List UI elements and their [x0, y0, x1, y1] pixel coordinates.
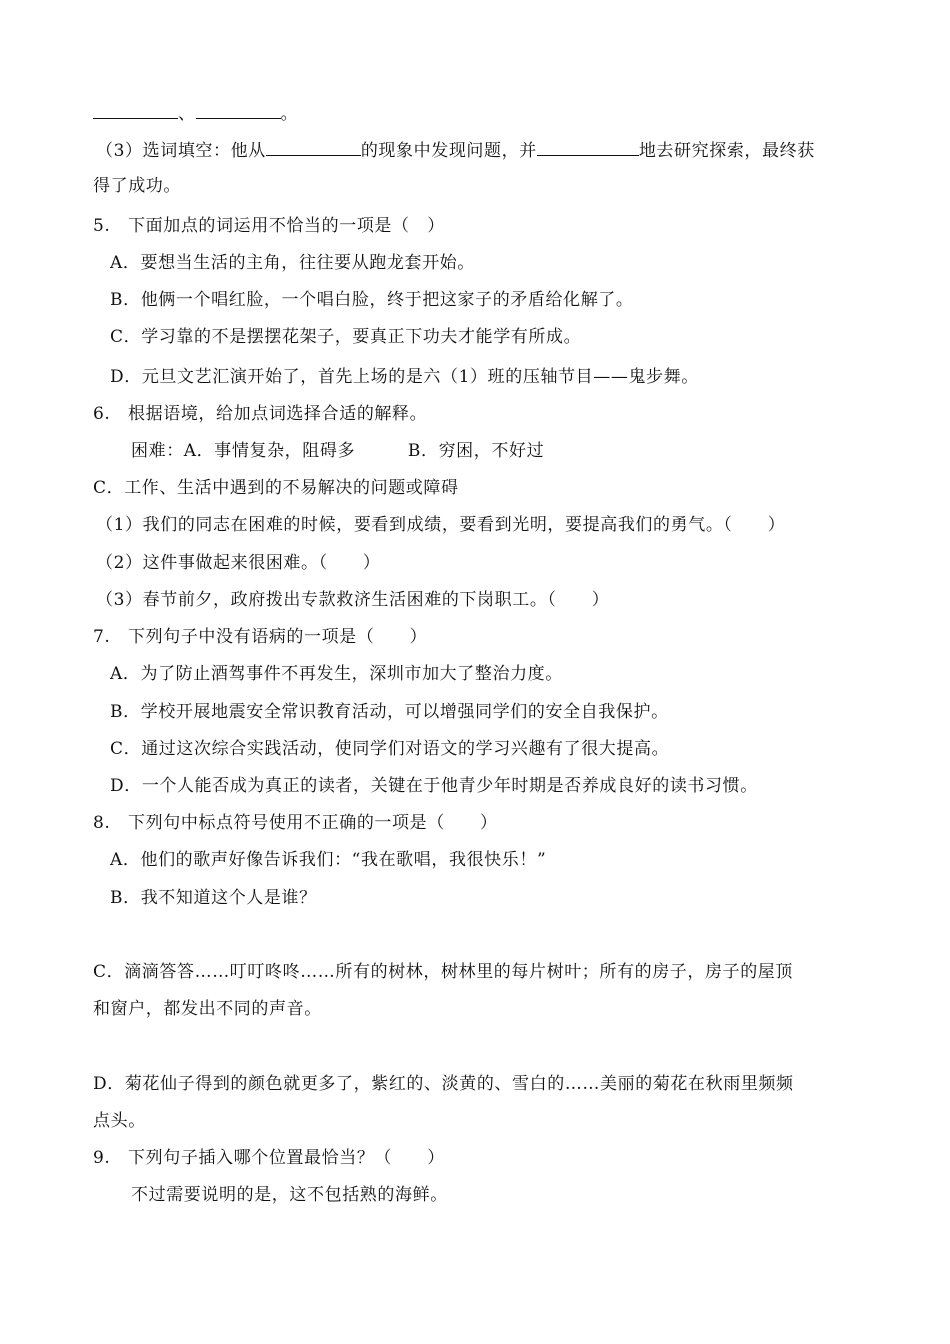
- q7-option-d[interactable]: D．一个人能否成为真正的读者，关键在于他青少年时期是否养成良好的读书习惯。: [110, 776, 758, 796]
- q5-option-a[interactable]: A．要想当生活的主角，往往要从跑龙套开始。: [110, 253, 475, 273]
- q6-definition-c: C．工作、生活中遇到的不易解决的问题或障碍: [93, 478, 459, 498]
- q5-option-b[interactable]: B．他俩一个唱红脸，一个唱白脸，终于把这家子的矛盾给化解了。: [110, 290, 634, 310]
- q4-part3-line2: 得了成功。: [93, 176, 181, 196]
- q5-stem: 5. 下面加点的词运用不恰当的一项是（ ）: [93, 216, 445, 236]
- q6-item-3: （3）春节前夕，政府拨出专款救济生活困难的下岗职工。（ ）: [96, 590, 610, 610]
- q5-option-d[interactable]: D．元旦文艺汇演开始了，首先上场的是六（1）班的压轴节目——鬼步舞。: [110, 367, 699, 387]
- q9-sentence: 不过需要说明的是，这不包括熟的海鲜。: [131, 1185, 448, 1205]
- q4-part3-mid: 的现象中发现问题，并: [360, 141, 537, 161]
- q8-option-c[interactable]: C．滴滴答答……叮叮咚咚……所有的树林，树林里的每片树叶；所有的房子，房子的屋顶: [93, 962, 794, 982]
- q7-stem: 7. 下列句子中没有语病的一项是（ ）: [93, 627, 428, 647]
- answer-blank[interactable]: [196, 102, 281, 119]
- q8-option-a[interactable]: A．他们的歌声好像告诉我们：“我在歌唱，我很快乐！”: [110, 850, 547, 870]
- q8-option-c-cont: 和窗户，都发出不同的声音。: [93, 999, 322, 1019]
- line-end-punct: 。: [280, 104, 299, 124]
- q8-option-d-cont: 点头。: [93, 1111, 146, 1131]
- q8-option-d[interactable]: D．菊花仙子得到的颜色就更多了，紫红的、淡黄的、雪白的……美丽的菊花在秋雨里频频: [93, 1074, 794, 1094]
- q5-option-c[interactable]: C．学习靠的不是摆摆花架子，要真正下功夫才能学有所成。: [110, 327, 582, 347]
- q4-part3-suffix: 地去研究探索，最终获: [638, 141, 815, 161]
- q6-item-2: （2）这件事做起来很困难。（ ）: [96, 553, 381, 573]
- q7-option-c[interactable]: C．通过这次综合实践活动，使同学们对语文的学习兴趣有了很大提高。: [110, 739, 670, 759]
- q4-part3-prefix: （3）选词填空：他从: [96, 141, 266, 161]
- answer-blank[interactable]: [266, 139, 361, 156]
- q4-blanks-line: [93, 102, 298, 125]
- q8-option-b[interactable]: B．我不知道这个人是谁？: [110, 888, 317, 908]
- q7-option-a[interactable]: A．为了防止酒驾事件不再发生，深圳市加大了整治力度。: [110, 664, 563, 684]
- answer-blank[interactable]: [93, 102, 178, 119]
- q7-option-b[interactable]: B．学校开展地震安全常识教育活动，可以增强同学们的安全自我保护。: [110, 702, 669, 722]
- q6-definitions: 困难：A．事情复杂，阻碍多 B．穷困，不好过: [131, 441, 545, 461]
- blank-separator: 、: [178, 104, 196, 124]
- answer-blank[interactable]: [537, 139, 639, 156]
- q6-stem: 6. 根据语境，给加点词选择合适的解释。: [93, 404, 428, 424]
- q9-stem: 9. 下列句子插入哪个位置最恰当？（ ）: [93, 1148, 445, 1168]
- q8-stem: 8. 下列句中标点符号使用不正确的一项是（ ）: [93, 813, 498, 833]
- q6-item-1: （1）我们的同志在困难的时候，要看到成绩，要看到光明，要提高我们的勇气。（ ）: [96, 515, 786, 535]
- q4-part3-line: [96, 139, 815, 162]
